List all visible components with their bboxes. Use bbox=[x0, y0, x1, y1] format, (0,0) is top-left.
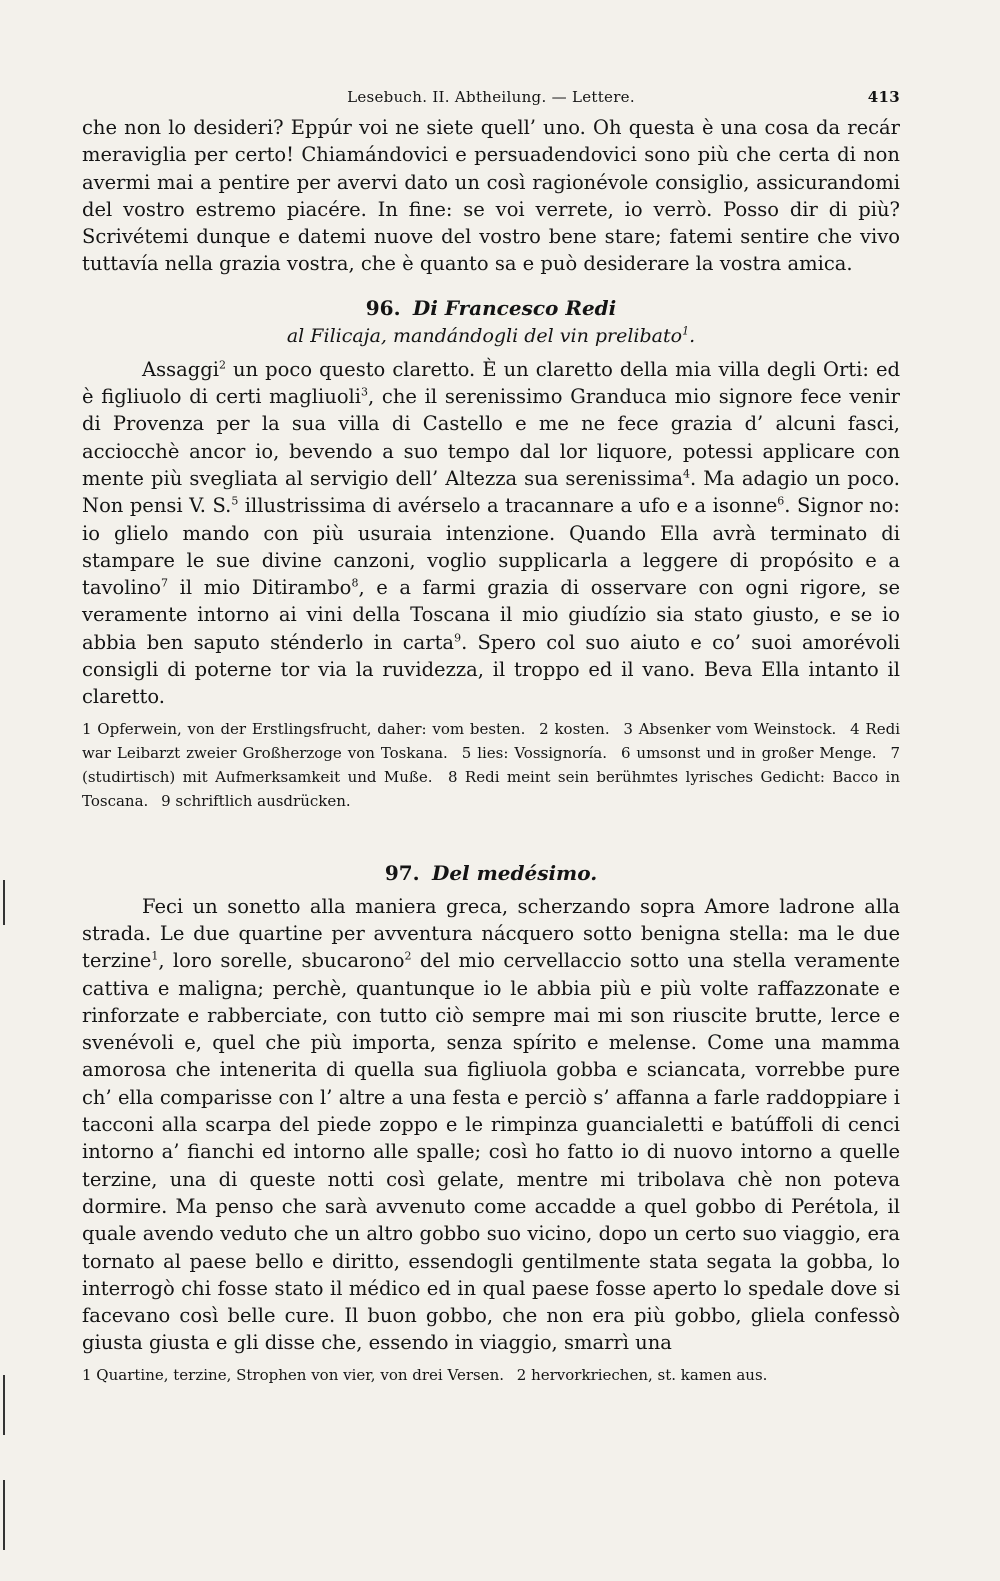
footnote: 6 umsonst und in großer Menge. bbox=[620, 743, 877, 762]
text-run: Assaggi bbox=[142, 357, 219, 381]
text-run: . Signor no: io glielo mando con più usuraia intenzione. Quando Ella avrà terminato di stampare le sue divine canzoni, voglio supplicarla a leggere di propósito e a tavolino bbox=[82, 494, 900, 600]
letter-97-heading bbox=[82, 859, 900, 887]
text-run: , e a farmi grazia di osservare con ogni rigore, se veramente intorno ai vini della Toscana il mio giudízio sia stato giusto, e se io abbia ben saputo sténderlo in carta bbox=[82, 576, 900, 654]
text-run: , che il serenissimo Granduca mio signore fece venir di Provenza per la sua villa di Castello e me ne fece grazia d’ alcuni fasci, acciocchè ancor io, bevendo a suo tempo dal lor liquore, potessi applicare con mente più svegliata al servigio dell’ Altezza sua serenissima bbox=[82, 385, 900, 490]
footnote: 4 Redi war Leibarzt zweier Großherzoge von Toskana. bbox=[82, 719, 900, 762]
footnote-ref: 7 bbox=[161, 576, 168, 590]
letter-97-footnotes bbox=[82, 1363, 900, 1387]
footnote: 9 schriftlich ausdrücken. bbox=[161, 791, 351, 810]
letter-97-body bbox=[82, 893, 900, 1357]
page-number: 413 bbox=[867, 88, 900, 106]
footnote-ref: 5 bbox=[231, 494, 239, 508]
letter-author: Di Francesco Redi bbox=[412, 295, 617, 320]
letter-number: 96. bbox=[365, 295, 401, 320]
text-run: . Spero col suo aiuto e co’ suoi amorévoli consigli di poterne tor via la ruvidezza, il troppo ed il vano. Beva Ella intanto il claretto. bbox=[82, 630, 900, 709]
footnote-ref: 1 bbox=[682, 324, 690, 338]
text-run: Feci un sonetto alla maniera greca, scherzando sopra Amore ladrone alla strada. Le due quartine per avventura nácquero sotto benigna stella: ma le due terzine bbox=[82, 894, 900, 973]
scan-edge-mark bbox=[3, 1480, 5, 1550]
footnote: 1 Quartine, terzine, Strophen von vier, von drei Versen. bbox=[82, 1365, 504, 1384]
footnote: 5 lies: Vossignoría. bbox=[461, 743, 608, 762]
text-run: . Ma adagio un poco. Non pensi V. S. bbox=[82, 466, 900, 518]
letter-96-body bbox=[82, 356, 900, 711]
text-run: illustrissima di avérselo a tracannare a ufo e a isonne bbox=[238, 494, 778, 518]
text-run: un poco questo claretto. È un claretto della mia villa degli Orti: ed è figliuolo di certi magliuoli bbox=[82, 357, 900, 409]
footnote: 7 (studirtisch) mit Aufmerksamkeit und Muße. bbox=[82, 743, 901, 786]
footnote-ref: 6 bbox=[777, 494, 785, 508]
scan-edge-mark bbox=[3, 880, 5, 925]
footnote-ref: 3 bbox=[361, 385, 369, 399]
letter-96-footnotes bbox=[82, 717, 900, 813]
letter-title: Del medésimo. bbox=[431, 860, 598, 885]
footnote-ref: 1 bbox=[151, 949, 159, 963]
text-run: , loro sorelle, sbucarono bbox=[158, 949, 405, 973]
letter-96-subtitle: al Filicaja, mandándogli del vin prelibato$^1$. bbox=[286, 324, 696, 347]
letter-96-heading bbox=[82, 294, 900, 322]
footnote: 1 Opferwein, von der Erstlingsfrucht, daher: vom besten. bbox=[82, 719, 526, 738]
footnote-ref: 8 bbox=[351, 576, 359, 590]
footnote-ref: 9 bbox=[454, 631, 462, 645]
footnote: 2 kosten. bbox=[539, 719, 610, 738]
running-header bbox=[82, 88, 900, 114]
scan-edge-mark bbox=[3, 1375, 5, 1435]
letter-number: 97. bbox=[384, 860, 420, 885]
book-page bbox=[82, 88, 900, 1387]
footnote-ref: 2 bbox=[404, 949, 412, 963]
subtitle-text: al Filicaja, mandándogli del vin prelibato bbox=[286, 324, 683, 347]
running-title: Lesebuch. II. Abtheilung. — Lettere. bbox=[347, 88, 635, 106]
footnote-ref: 4 bbox=[682, 467, 690, 481]
footnote-ref: 2 bbox=[218, 358, 226, 372]
carryover-paragraph: che non lo desideri? Eppúr voi ne siete quell’ uno. Oh questa è una cosa da recár meraviglia per certo! Chiamándovici e persuadendovici sono più che certa di non avermi mai a pentire per avervi dato un così ragionévole consiglio, assicurandomi del vostro estremo piacére. In fine: se voi verrete, io verrò. Posso dir di più? Scrivétemi dunque e datemi nuove del vostro bene stare; fatemi sentire che vivo tuttavía nella grazia vostra, che è quanto sa e può desiderare la vostra amica. bbox=[82, 116, 900, 276]
footnote: 8 Redi meint sein berühmtes lyrisches Gedicht: Bacco in Toscana. bbox=[82, 767, 900, 810]
text-run: del mio cervellaccio sotto una stella veramente cattiva e maligna; perchè, quantunque io le abbia più e più volte raffazzonate e rinforzate e rabberciate, con tutto ciò sempre mai mi son riuscite brutte, lerce e svenévoli e, quel che più importa, senza spírito e melense. Come una mamma amorosa che intenerita di quella sua figliuola gobba e sciancata, vorrebbe pure ch’ ella comparisse con l’ altre a una festa e perciò s’ affanna a farle raddoppiare i tacconi alla scarpa del piede zoppo e le rimpinza guancialetti e batúffoli di cenci intorno a’ fianchi ed intorno alle spalle; così ho fatto io di nuovo intorno a quelle terzine, una di queste notti così gelate, mentre mi tribolava chè non poteva dormire. Ma penso che sarà avvenuto come accadde a quel gobbo di Perétola, il quale avendo veduto che un altro gobbo suo vicino, dopo un certo suo viaggio, era tornato al paese bello e diritto, essendogli gentilmente stata segata la gobba, lo interrogò chi fosse stato il médico ed in qual paese fosse aperto lo spedale dove si facevano così belle cure. Il buon gobbo, che non era più gobbo, gliela confessò giusta giusta e gli disse che, essendo in viaggio, smarrì una bbox=[82, 949, 901, 1355]
footnote: 2 hervorkriechen, st. kamen aus. bbox=[516, 1365, 768, 1384]
text-run: il mio Ditirambo bbox=[168, 576, 352, 600]
footnote: 3 Absenker vom Weinstock. bbox=[623, 719, 837, 738]
